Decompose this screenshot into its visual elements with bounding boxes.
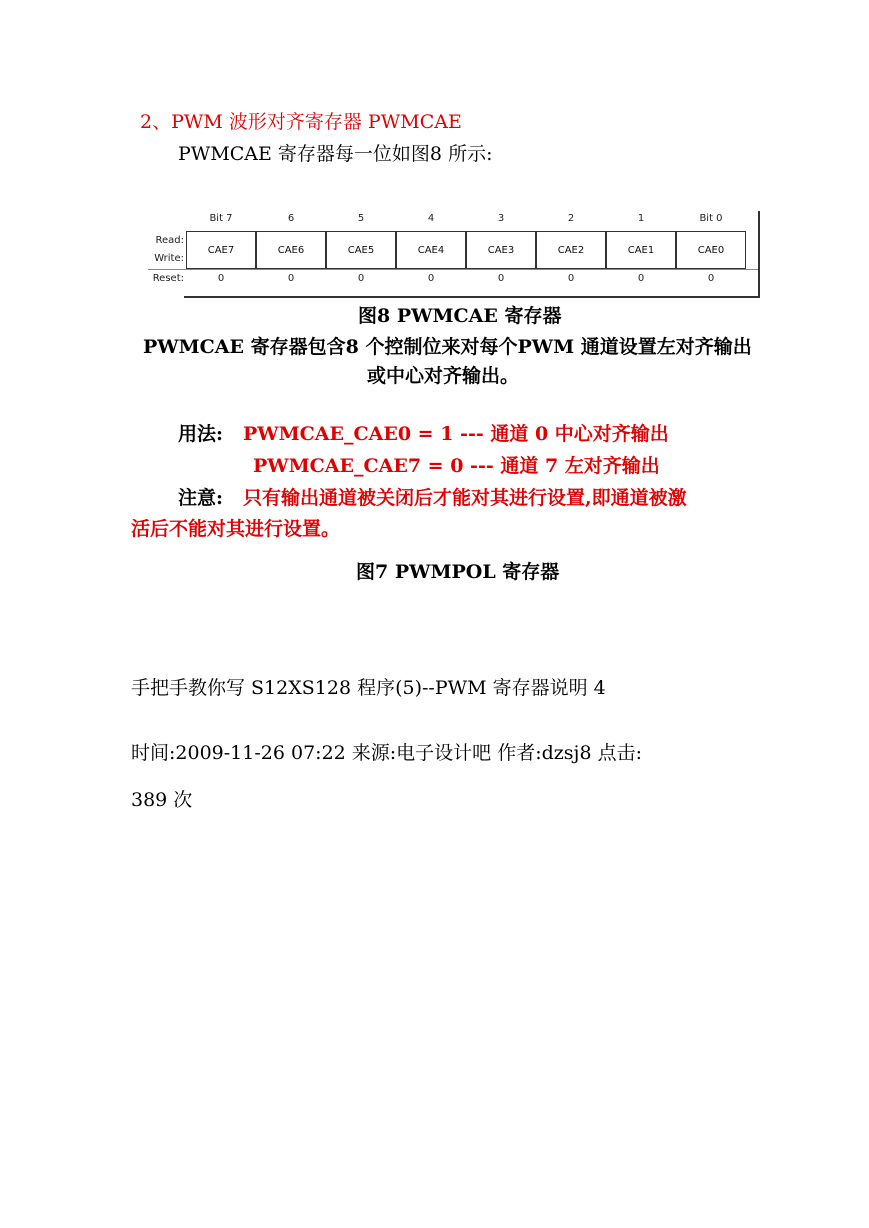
reset-value: 0 bbox=[427, 273, 435, 284]
reset-value: 0 bbox=[357, 273, 365, 284]
register-field: CAE2 bbox=[536, 231, 606, 269]
description-line-1: PWMCAE 寄存器包含8 个控制位来对每个PWM 通道设置左对齐输出 bbox=[143, 336, 752, 358]
register-field: CAE6 bbox=[256, 231, 326, 269]
usage-line-1: PWMCAE_CAE0 = 1 --- 通道 0 中心对齐输出 bbox=[243, 423, 669, 445]
figure-border-right bbox=[758, 211, 760, 297]
register-field: CAE4 bbox=[396, 231, 466, 269]
figure8-caption: 图8 PWMCAE 寄存器 bbox=[358, 305, 562, 327]
register-field: CAE3 bbox=[466, 231, 536, 269]
bit-label: 1 bbox=[637, 213, 645, 224]
write-label: Write: bbox=[154, 253, 184, 264]
note-text-line-2: 活后不能对其进行设置。 bbox=[131, 518, 341, 540]
bit-label: 4 bbox=[427, 213, 435, 224]
figure-border-bottom bbox=[184, 296, 760, 298]
reset-value: 0 bbox=[287, 273, 295, 284]
reset-value: 0 bbox=[217, 273, 225, 284]
divider bbox=[148, 269, 758, 270]
reset-label: Reset: bbox=[152, 273, 184, 284]
click-count: 389 次 bbox=[131, 789, 193, 811]
intro-text: PWMCAE 寄存器每一位如图8 所示: bbox=[178, 143, 493, 165]
register-field: CAE0 bbox=[676, 231, 746, 269]
reset-value: 0 bbox=[497, 273, 505, 284]
note-text-line-1: 只有输出通道被关闭后才能对其进行设置,即通道被激 bbox=[243, 487, 687, 509]
usage-line-2: PWMCAE_CAE7 = 0 --- 通道 7 左对齐输出 bbox=[253, 455, 660, 477]
section-heading: 2、PWM 波形对齐寄存器 PWMCAE bbox=[140, 111, 462, 133]
register-field: CAE7 bbox=[186, 231, 256, 269]
bit-label: Bit 0 bbox=[699, 213, 723, 224]
bit-label: 6 bbox=[287, 213, 295, 224]
register-field: CAE5 bbox=[326, 231, 396, 269]
bit-label: 2 bbox=[567, 213, 575, 224]
reset-value: 0 bbox=[637, 273, 645, 284]
article-meta: 时间:2009-11-26 07:22 来源:电子设计吧 作者:dzsj8 点击: bbox=[131, 742, 642, 764]
description-line-2: 或中心对齐输出。 bbox=[367, 365, 520, 387]
reset-value: 0 bbox=[567, 273, 575, 284]
usage-label: 用法: bbox=[178, 423, 224, 445]
article-title: 手把手教你写 S12XS128 程序(5)--PWM 寄存器说明 4 bbox=[131, 677, 606, 699]
figure7-caption: 图7 PWMPOL 寄存器 bbox=[356, 561, 560, 583]
note-label: 注意: bbox=[178, 487, 224, 509]
bit-label: 5 bbox=[357, 213, 365, 224]
read-label: Read: bbox=[155, 235, 184, 246]
reset-value: 0 bbox=[707, 273, 715, 284]
register-field: CAE1 bbox=[606, 231, 676, 269]
register-figure bbox=[148, 211, 760, 299]
bit-label: 3 bbox=[497, 213, 505, 224]
bit-label: Bit 7 bbox=[209, 213, 233, 224]
